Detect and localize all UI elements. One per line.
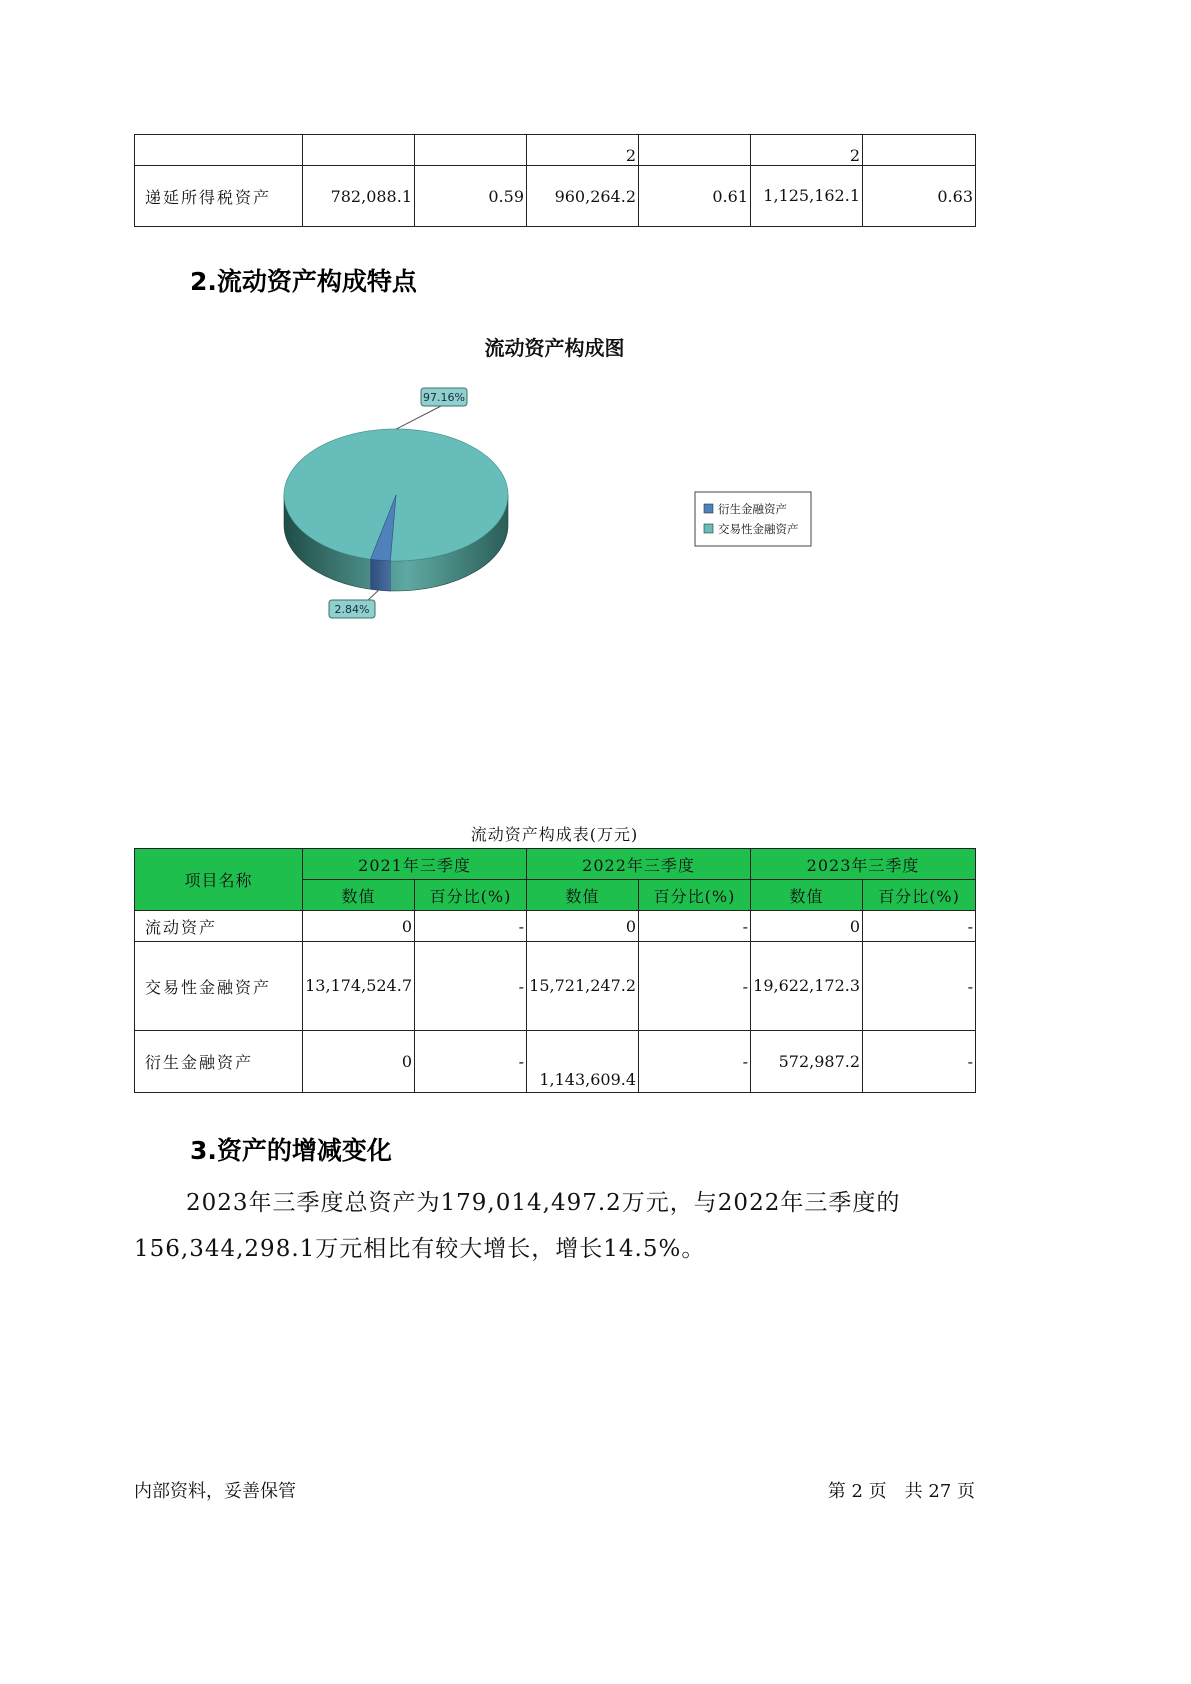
table-row	[135, 942, 976, 1031]
value-cell: 572,987.2	[751, 1031, 863, 1093]
value-cell: 0	[303, 1031, 415, 1093]
current-assets-table	[134, 848, 976, 1093]
legend-label: 衍生金融资产	[718, 502, 787, 516]
header-period: 2022年三季度	[527, 849, 751, 880]
body-paragraph: 2023年三季度总资产为179,014,497.2万元，与2022年三季度的156,344,298.1万元相比有较大增长，增长14.5%。	[134, 1190, 901, 1262]
table-caption: 流动资产构成表(万元)	[470, 825, 639, 844]
table-header-row	[135, 849, 976, 880]
table-row	[135, 166, 976, 227]
header-value: 数值	[303, 880, 415, 911]
footer-page-number: 第 2 页 共 27 页	[827, 1481, 975, 1502]
data-label-derivative: 2.84%	[334, 603, 370, 616]
value-cell: 19,622,172.3	[751, 942, 863, 1031]
header-item: 项目名称	[135, 849, 303, 911]
footer-confidential: 内部资料，妥善保管	[134, 1481, 296, 1502]
header-percent: 百分比(%)	[639, 880, 751, 911]
table-row	[135, 911, 976, 942]
table-cell	[863, 135, 976, 166]
value-cell: 15,721,247.2	[527, 942, 639, 1031]
percent-cell: -	[863, 911, 976, 942]
chart-legend	[695, 492, 811, 546]
row-name: 递延所得税资产	[135, 166, 303, 227]
chart-title: 流动资产构成图	[484, 336, 625, 360]
table-row	[135, 1031, 976, 1093]
legend-swatch	[704, 504, 713, 513]
header-value: 数值	[527, 880, 639, 911]
value-cell: 0	[303, 911, 415, 942]
table-cell	[415, 135, 527, 166]
header-value: 数值	[751, 880, 863, 911]
value-cell: 0	[751, 911, 863, 942]
section-heading: 2.流动资产构成特点	[190, 267, 417, 296]
percent-cell: -	[863, 1031, 976, 1093]
table-cell	[639, 135, 751, 166]
table-cell	[303, 135, 415, 166]
value-2023: 1,125,162.1	[751, 166, 863, 227]
pie-chart	[134, 320, 975, 650]
percent-cell: -	[415, 911, 527, 942]
percent-2021: 0.59	[415, 166, 527, 227]
legend-label: 交易性金融资产	[718, 522, 799, 536]
section-heading: 3.资产的增减变化	[190, 1136, 392, 1165]
percent-cell: -	[415, 942, 527, 1031]
value-cell: 1,143,609.4	[527, 1031, 639, 1093]
label-leader-line	[396, 406, 441, 429]
row-name: 流动资产	[135, 911, 303, 942]
header-period: 2021年三季度	[303, 849, 527, 880]
percent-cell: -	[639, 942, 751, 1031]
value-2021: 782,088.1	[303, 166, 415, 227]
header-period: 2023年三季度	[751, 849, 976, 880]
percent-cell: -	[415, 1031, 527, 1093]
deferred-tax-table	[134, 134, 976, 227]
row-name: 交易性金融资产	[135, 942, 303, 1031]
percent-cell: -	[863, 942, 976, 1031]
table-cell: 2	[751, 135, 863, 166]
table-cell	[135, 135, 303, 166]
value-cell: 13,174,524.7	[303, 942, 415, 1031]
pie-slice-side-derivative	[371, 559, 391, 591]
header-percent: 百分比(%)	[415, 880, 527, 911]
table-cell: 2	[527, 135, 639, 166]
percent-cell: -	[639, 911, 751, 942]
row-name: 衍生金融资产	[135, 1031, 303, 1093]
header-percent: 百分比(%)	[863, 880, 976, 911]
pie-chart-svg	[134, 320, 975, 650]
percent-2022: 0.61	[639, 166, 751, 227]
table-row	[135, 135, 976, 166]
data-label-trading: 97.16%	[423, 391, 465, 404]
percent-2023: 0.63	[863, 166, 976, 227]
value-cell: 0	[527, 911, 639, 942]
value-2022: 960,264.2	[527, 166, 639, 227]
legend-swatch	[704, 524, 713, 533]
percent-cell: -	[639, 1031, 751, 1093]
